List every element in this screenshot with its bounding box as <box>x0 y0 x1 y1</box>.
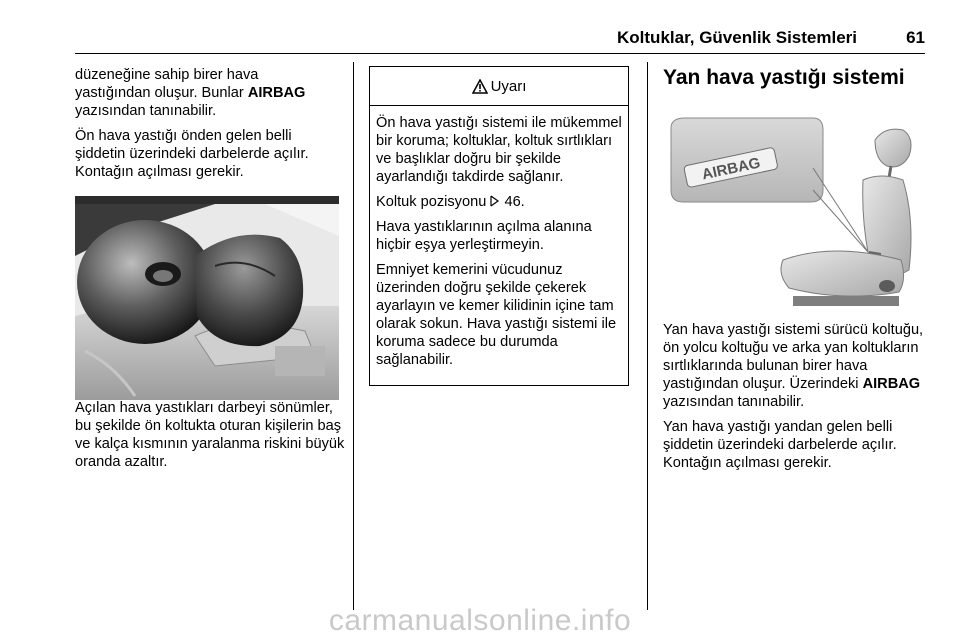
airbag-term: AIRBAG <box>862 376 921 392</box>
airbag-term: AIRBAG <box>247 85 306 101</box>
seat-airbag-label: AIRBAG <box>700 154 762 184</box>
warning-header <box>370 67 628 106</box>
warning-triangle-icon <box>472 79 488 94</box>
page-number: 61 <box>906 28 925 47</box>
right-column <box>663 66 935 100</box>
paragraph: Yan hava yastığı sistemi sürücü koltuğu, ön yolcu koltuğu ve arka yan koltukların sırtlıklarında bulunan birer hava yastığından oluşur. Üzerindeki AIRBAG yazısından tanınabilir. <box>663 322 924 410</box>
front-airbag-image <box>75 196 339 400</box>
paragraph: Emniyet kemerini vücudunuz üzerinden doğru şekilde çekerek ayarlayın ve kemer kilidinin içine tam olarak sokun. Hava yastığı sistemi ile koruma sadece bu durumda sağlanabilir. <box>376 262 617 368</box>
left-column <box>75 66 345 188</box>
image-caption: Açılan hava yastıkları darbeyi sönümler, bu şekilde ön koltukta oturan kişilerin baş ve kalça kısmının yaralanma riskini büyük oranda azaltır. <box>75 400 345 470</box>
side-airbag-seat-illustration <box>663 110 925 315</box>
paragraph: düzeneğine sahip birer hava yastığından oluşur. Bunlar AIRBAG yazısından tanınabilir. <box>75 67 306 119</box>
paragraph: Ön hava yastığı sistemi ile mükemmel bir koruma; koltuklar, koltuk sırtlıkları ve başlıklar doğru bir şekilde ayarlandığı takdirde sağlanır. <box>376 115 622 185</box>
warning-title: Uyarı <box>490 77 527 95</box>
right-column-body <box>663 321 935 479</box>
header-rule <box>75 53 925 54</box>
warning-box <box>369 66 629 386</box>
paragraph: Ön hava yastığı önden gelen belli şiddetin üzerindeki darbelerde açılır. Kontağın açılması gerekir. <box>75 128 309 180</box>
column-divider <box>647 62 648 610</box>
column-divider <box>353 62 354 610</box>
paragraph: Yan hava yastığı yandan gelen belli şiddetin üzerindeki darbelerde açılır. Kontağın açılması gerekir. <box>663 419 897 471</box>
warning-body <box>370 106 628 382</box>
front-airbag-illustration <box>75 196 339 400</box>
paragraph: Hava yastıklarının açılma alanına hiçbir eşya yerleştirmeyin. <box>376 219 592 253</box>
paragraph: Koltuk pozisyonu 46. <box>376 194 525 210</box>
section-heading: Yan hava yastığı sistemi <box>663 66 905 89</box>
page-reference-arrow-icon <box>490 195 500 207</box>
page-reference[interactable]: 46. <box>504 194 525 210</box>
side-airbag-image <box>663 110 925 315</box>
watermark: carmanualsonline.info <box>328 604 632 637</box>
page-header <box>75 28 925 52</box>
section-title: Koltuklar, Güvenlik Sistemleri <box>617 28 857 47</box>
